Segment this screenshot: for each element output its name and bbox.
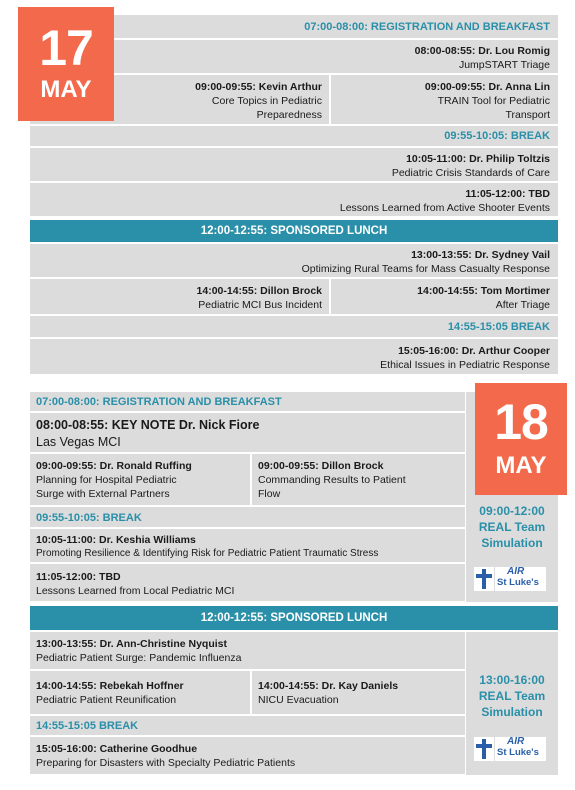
registration-17: 07:00-08:00: REGISTRATION AND BREAKFAST [304,21,550,33]
divider [250,671,252,715]
simulation-am-line3: Simulation [481,536,543,550]
air-st-lukes-logo [473,736,547,762]
lunch-band-17: 12:00-12:55: SPONSORED LUNCH [30,220,558,242]
break1-18: 09:55-10:05: BREAK [36,512,142,524]
divider [329,75,331,125]
session-brock-title-17: Pediatric MCI Bus Incident [198,299,322,311]
session-hoffner-title: Pediatric Patient Reunification [36,694,177,706]
simulation-pm-line2: REAL Team [478,689,546,703]
logo-air-text: AIR [507,736,525,747]
session-nyquist-title: Pediatric Patient Surge: Pandemic Influenza [36,652,242,664]
session-tbd-time-18: 11:05-12:00: TBD [36,571,121,583]
session-brock-time-17: 14:00-14:55: Dillon Brock [196,285,322,297]
session-lin-title-2: Transport [505,109,550,121]
session-ruffing-time: 09:00-09:55: Dr. Ronald Ruffing [36,460,192,472]
session-tbd-title-18: Lessons Learned from Local Pediatric MCI [36,585,235,597]
session-goodhue-title: Preparing for Disasters with Specialty Pediatric Patients [36,757,296,769]
session-toltzis-time: 10:05-11:00: Dr. Philip Toltzis [406,153,550,165]
break2-18: 14:55-15:05 BREAK [36,720,139,732]
session-arthur-title-2: Preparedness [256,109,322,121]
session-vail-title: Optimizing Rural Teams for Mass Casualty Response [301,263,550,275]
simulation-am-time: 09:00-12:00 [479,504,545,518]
lunch-band-18: 12:00-12:55: SPONSORED LUNCH [30,606,558,630]
simulation-am-line2: REAL Team [478,520,546,534]
date-day-18: 18 [494,394,548,450]
session-ruffing-title-2: Surge with External Partners [36,488,170,500]
session-lin-title-1: TRAIN Tool for Pediatric [437,95,550,107]
session-daniels-time: 14:00-14:55: Dr. Kay Daniels [258,680,399,692]
session-brock-title-18-1: Commanding Results to Patient [258,474,406,486]
logo-air-text: AIR [507,566,525,577]
date-month-18: MAY [495,452,547,479]
logo-name-text: St Luke's [497,577,539,588]
date-badge-18 [475,383,567,495]
session-keynote-title: Las Vegas MCI [36,435,121,449]
session-hoffner-time: 14:00-14:55: Rebekah Hoffner [36,680,184,692]
session-goodhue-time: 15:05-16:00: Catherine Goodhue [36,743,198,755]
session-brock-title-18-2: Flow [258,488,281,500]
session-arthur-title-1: Core Topics in Pediatric [211,95,322,107]
break1-17: 09:55-10:05: BREAK [444,130,550,142]
session-romig-time: 08:00-08:55: Dr. Lou Romig [414,45,550,57]
air-st-lukes-logo [473,566,547,592]
session-mortimer-title: After Triage [495,299,550,311]
simulation-pm-time: 13:00-16:00 [479,673,545,687]
session-brock-time-18: 09:00-09:55: Dillon Brock [258,460,384,472]
session-cooper-time: 15:05-16:00: Dr. Arthur Cooper [398,345,550,357]
session-nyquist-time: 13:00-13:55: Dr. Ann-Christine Nyquist [36,638,227,650]
session-ruffing-title-1: Planning for Hospital Pediatric [36,474,177,486]
session-vail-time: 13:00-13:55: Dr. Sydney Vail [411,249,550,261]
date-month-17: MAY [40,76,92,103]
date-day-17: 17 [39,20,93,76]
date-badge-17 [18,7,114,121]
session-arthur-time: 09:00-09:55: Kevin Arthur [195,81,322,93]
session-mortimer-time: 14:00-14:55: Tom Mortimer [417,285,550,297]
session-keynote-time: 08:00-08:55: KEY NOTE Dr. Nick Fiore [36,418,260,432]
session-daniels-title: NICU Evacuation [258,694,339,706]
session-tbd-time-17: 11:05-12:00: TBD [465,188,550,200]
session-cooper-title: Ethical Issues in Pediatric Response [380,359,550,371]
session-williams-title: Promoting Resilience & Identifying Risk for Pediatric Patient Traumatic Stress [36,548,379,559]
session-williams-time: 10:05-11:00: Dr. Keshia Williams [36,534,196,546]
break2-17: 14:55-15:05 BREAK [447,321,550,333]
session-lin-time: 09:00-09:55: Dr. Anna Lin [424,81,550,93]
logo-name-text: St Luke's [497,747,539,758]
simulation-pm-line3: Simulation [481,705,543,719]
session-tbd-title-17: Lessons Learned from Active Shooter Events [339,202,550,214]
session-toltzis-title: Pediatric Crisis Standards of Care [391,167,550,179]
divider [250,454,252,506]
session-romig-title: JumpSTART Triage [458,59,550,71]
registration-18: 07:00-08:00: REGISTRATION AND BREAKFAST [36,396,282,408]
divider [329,279,331,315]
